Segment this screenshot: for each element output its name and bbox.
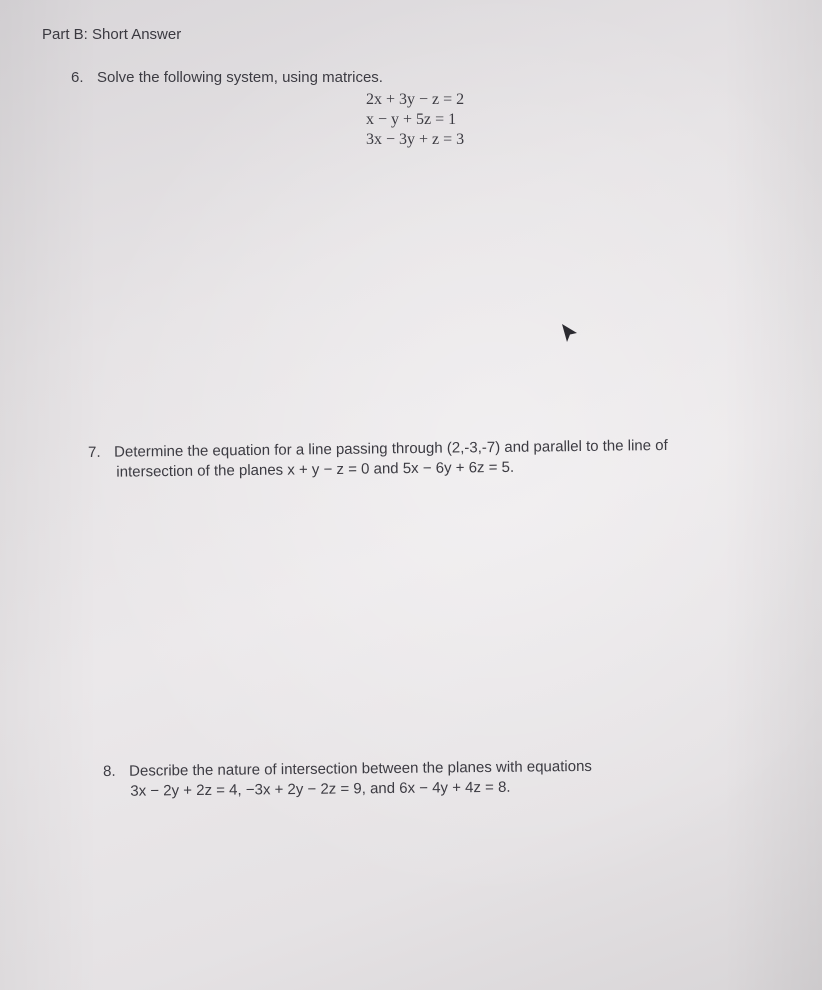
- question-6: [71, 68, 383, 88]
- equation: 3x − 3y + z = 3: [366, 131, 465, 148]
- question-text: Solve the following system, using matrices.: [97, 69, 383, 86]
- question-text: intersection of the planes x + y − z = 0 and 5x − 6y + 6z = 5.: [116, 458, 515, 481]
- equation-system: [366, 90, 464, 150]
- question-text: Determine the equation for a line passing through (2,-3,-7) and parallel to the line of: [114, 436, 668, 461]
- question-8: [103, 757, 592, 802]
- section-title: Part B: Short Answer: [42, 26, 182, 43]
- question-7: [88, 436, 668, 483]
- mouse-pointer-icon: [560, 322, 580, 346]
- equation: 2x + 3y − z = 2: [366, 91, 465, 108]
- question-number: 6.: [71, 69, 84, 86]
- question-number: 7.: [88, 443, 101, 461]
- question-text: Describe the nature of intersection between the planes with equations: [129, 757, 592, 780]
- question-text: 3x − 2y + 2z = 4, −3x + 2y − 2z = 9, and 6x − 4y + 4z = 8.: [130, 778, 511, 800]
- equation: x − y + 5z = 1: [366, 111, 457, 128]
- question-number: 8.: [103, 762, 116, 780]
